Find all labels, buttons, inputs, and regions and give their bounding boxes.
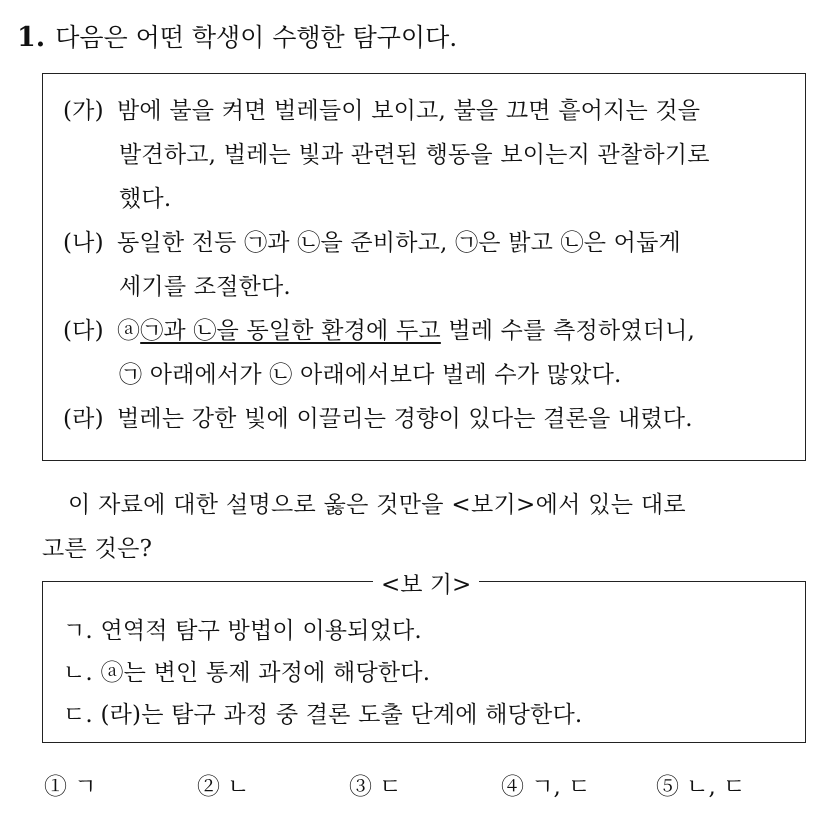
bogi-box — [42, 572, 806, 743]
bogi-item-1: ㄱ. 연역적 탐구 방법이 이용되었다. — [63, 618, 422, 644]
choice-5[interactable]: ⑤ ㄴ, ㄷ — [656, 774, 746, 800]
step-ga-label: (가) — [63, 98, 104, 124]
inquiry-box — [42, 73, 806, 461]
step-da — [63, 312, 695, 345]
prompt-line1: 이 자료에 대한 설명으로 옳은 것만을 <보기>에서 있는 대로 — [68, 492, 686, 518]
step-ga-line1: 밤에 불을 켜면 벌레들이 보이고, 불을 끄면 흩어지는 것을 — [117, 98, 701, 124]
step-na — [63, 224, 681, 257]
prompt-line2: 고른 것은? — [42, 536, 153, 562]
question-number: 1. — [17, 22, 46, 53]
step-na-line1: 동일한 전등 ㉠과 ㉡을 준비하고, ㉠은 밝고 ㉡은 어둡게 — [117, 230, 681, 256]
choice-2[interactable]: ② ㄴ — [197, 774, 250, 800]
step-ra-line1: 벌레는 강한 빛에 이끌리는 경향이 있다는 결론을 내렸다. — [117, 406, 693, 432]
bogi-item-3: ㄷ. (라)는 탐구 과정 중 결론 도출 단계에 해당한다. — [63, 702, 583, 728]
step-da-underlined: ㉠과 ㉡을 동일한 환경에 두고 — [140, 318, 441, 344]
step-ga-line3: 했다. — [119, 186, 172, 212]
question-title — [17, 18, 457, 54]
bogi-title: <보 기> — [373, 566, 479, 599]
step-na-line2: 세기를 조절한다. — [119, 274, 291, 300]
step-na-label: (나) — [63, 230, 104, 256]
step-da-marker: ⓐ — [117, 318, 141, 344]
step-ga-line2: 발견하고, 벌레는 빛과 관련된 행동을 보이는지 관찰하기로 — [119, 142, 710, 168]
step-da-label: (다) — [63, 318, 104, 344]
step-ga — [63, 92, 700, 125]
bogi-item-2: ㄴ. ⓐ는 변인 통제 과정에 해당한다. — [63, 660, 431, 686]
step-da-line2: ㉠ 아래에서가 ㉡ 아래에서보다 벌레 수가 많았다. — [119, 362, 622, 388]
step-ra-label: (라) — [63, 406, 104, 432]
choice-4[interactable]: ④ ㄱ, ㄷ — [501, 774, 591, 800]
step-da-rest: 벌레 수를 측정하였더니, — [440, 318, 696, 344]
step-ra — [63, 400, 693, 433]
choice-1[interactable]: ① ㄱ — [44, 774, 97, 800]
question-stem: 다음은 어떤 학생이 수행한 탐구이다. — [55, 23, 458, 52]
choice-3[interactable]: ③ ㄷ — [349, 774, 402, 800]
